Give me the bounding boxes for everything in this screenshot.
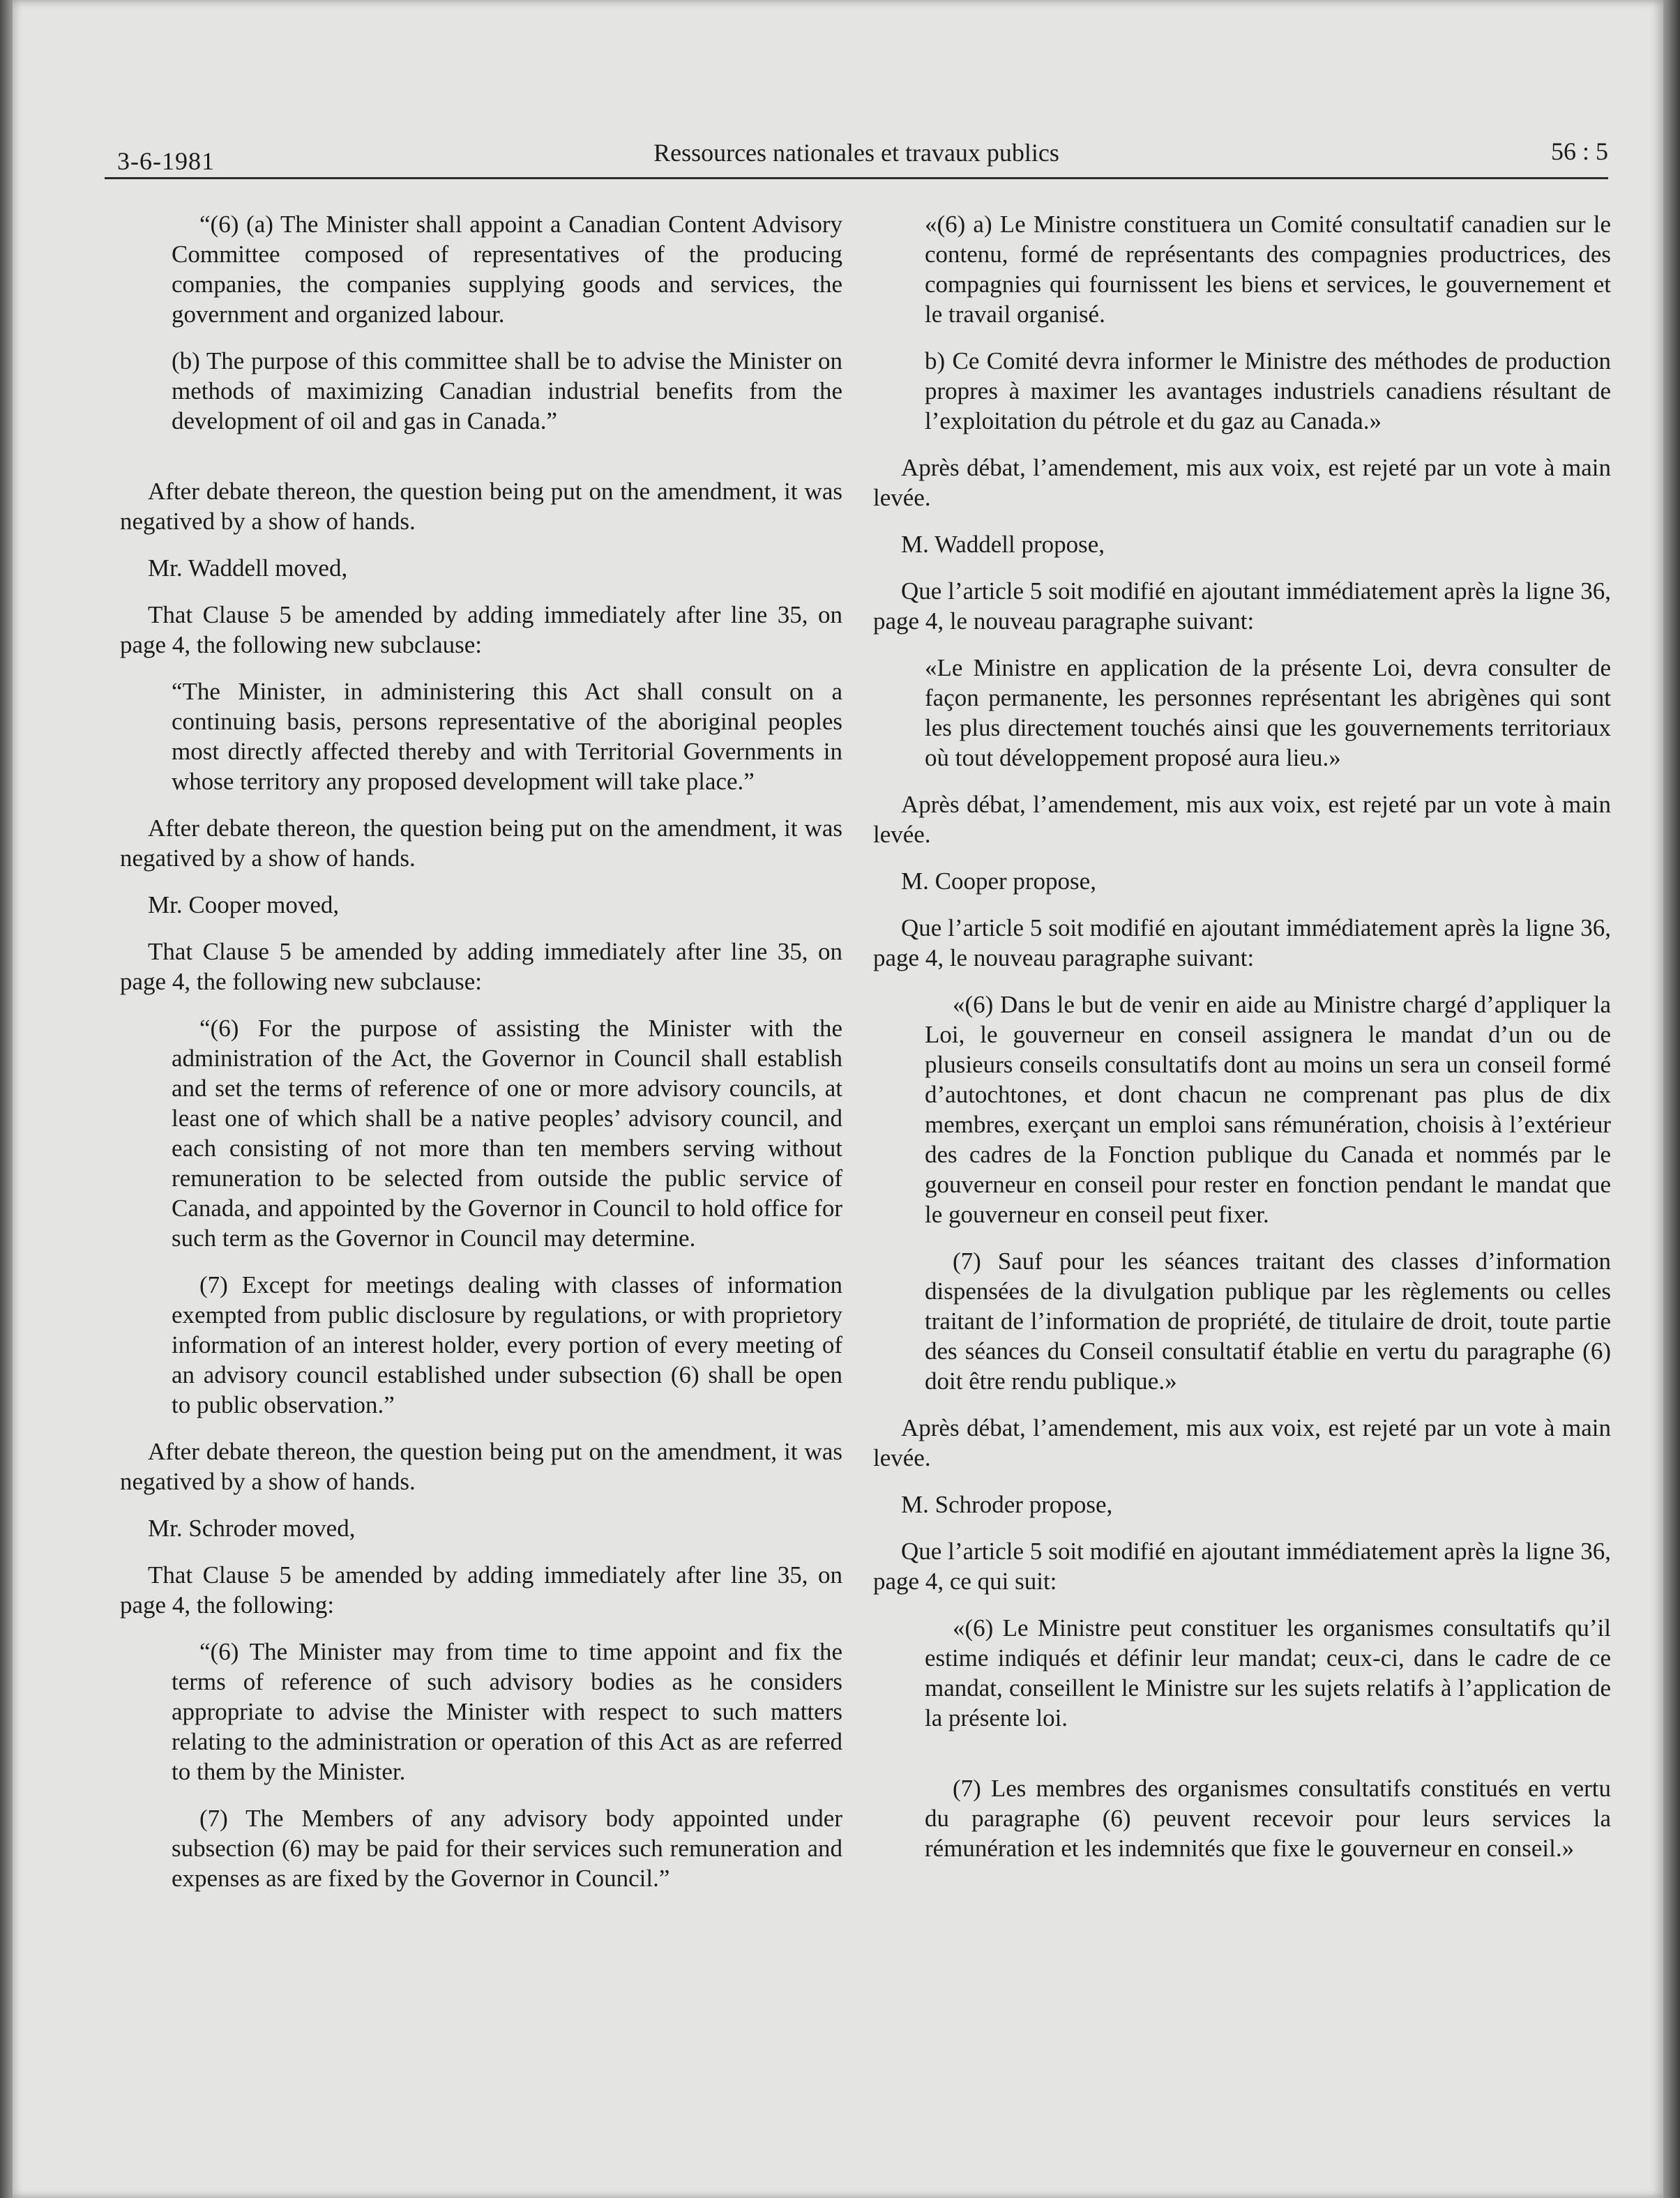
en-quoted-subclause: “The Minister, in administering this Act shall consult on a continuing basis, persons representative of the aboriginal peoples most directly affected thereby and with Territorial Governments in whose territory any proposed development will take place.”	[172, 678, 842, 795]
en-subclause-6b: (b) The purpose of this committee shall be to advise the Minister on methods of maximizing Canadian industrial benefits from the development of oil and gas in Canada.”	[172, 347, 842, 434]
fr-quoted-subclause: «Le Ministre en application de la présente Loi, devra consulter de façon permanente, les personnes représentant les abrigènes qui sont les plus directement touchés ainsi que les gouvernements territoriaux où tout développement proposé aura lieu.»	[925, 654, 1611, 771]
page-right-edge	[1663, 0, 1680, 2198]
fr-result-paragraph: Après débat, l’amendement, mis aux voix, est rejeté par un vote à main levée.	[873, 454, 1611, 511]
en-subclause-6a: “(6) (a) The Minister shall appoint a Canadian Content Advisory Committee composed of representatives of the producing companies, the companies supplying goods and services, the government and organized labour.	[172, 211, 842, 328]
fr-mover-schroder: M. Schroder propose,	[901, 1491, 1113, 1518]
en-mover-waddell: Mr. Waddell moved,	[148, 554, 348, 582]
fr-quoted-subclause-7: (7) Les membres des organismes consultatifs constitués en vertu du paragraphe (6) peuvent recevoir pour leurs services la rémunération et les indemnités que fixe le gouverneur en conseil.»	[925, 1775, 1611, 1862]
fr-quoted-subclause-6: «(6) Dans le but de venir en aide au Ministre chargé d’appliquer la Loi, le gouverneur en conseil assignera le mandat d’un ou de plusieurs conseils consultatifs dont au moins un sera un conseil formé d’autochtones, et dont chacun ne comprenant pas plus de dix membres, exerçant un emploi sans rémunération, choisis à l’extérieur des cadres de la Fonction publique du Canada et nommés par le gouverneur en conseil pour rester en fonction pendant le mandat que le gouverneur en conseil peut fixer.	[925, 991, 1611, 1228]
fr-mover-cooper: M. Cooper propose,	[901, 867, 1096, 895]
en-mover-cooper: Mr. Cooper moved,	[148, 891, 340, 918]
en-result-paragraph: After debate thereon, the question being put on the amendment, it was negatived by a show of hands.	[120, 478, 842, 535]
header-date: 3-6-1981	[117, 147, 215, 175]
fr-subclause-6b: b) Ce Comité devra informer le Ministre des méthodes de production propres à maximer les avantages industriels canadiens résultant de l’exploitation du pétrole et du gaz au Canada.»	[925, 347, 1611, 434]
en-quoted-subclause-7: (7) Except for meetings dealing with classes of information exempted from public disclosure by regulations, or with proprietory information of an interest holder, every portion of every meeting of an advisory council established under subsection (6) shall be open to public observation.”	[172, 1271, 842, 1418]
english-column	[120, 209, 842, 1910]
en-quoted-subclause-6: “(6) The Minister may from time to time appoint and fix the terms of reference of such advisory bodies as he considers appropriate to advise the Minister with respect to such matters relating to the administration or operation of this Act as are referred to them by the Minister.	[172, 1638, 842, 1785]
header-title: Ressources nationales et travaux publics	[653, 139, 1059, 167]
page-left-edge	[0, 0, 13, 2198]
en-quoted-subclause-6: “(6) For the purpose of assisting the Minister with the administration of the Act, the Governor in Council shall establish and set the terms of reference of one or more advisory councils, at least one of which shall be a native peoples’ advisory council, and each consisting of not more than ten members serving without remuneration to be selected from outside the public service of Canada, and appointed by the Governor in Council to hold office for such term as the Governor in Council may determine.	[172, 1015, 842, 1252]
running-header	[105, 137, 1608, 179]
fr-motion-paragraph: Que l’article 5 soit modifié en ajoutant immédiatement après la ligne 36, page 4, ce qui suit:	[873, 1538, 1611, 1595]
en-motion-paragraph: That Clause 5 be amended by adding immediately after line 35, on page 4, the following new subclause:	[120, 601, 842, 658]
en-result-paragraph: After debate thereon, the question being put on the amendment, it was negatived by a show of hands.	[120, 814, 842, 872]
en-motion-paragraph: That Clause 5 be amended by adding immediately after line 35, on page 4, the following:	[120, 1561, 842, 1619]
page-number: 56 : 5	[1550, 137, 1608, 165]
en-mover-schroder: Mr. Schroder moved,	[148, 1515, 356, 1542]
fr-quoted-subclause-7: (7) Sauf pour les séances traitant des classes d’information dispensées de la divulgation publique par les règlements ou celles traitant de l’information de propriété, de titulaire de droit, toute partie des séances du Conseil consultatif établie en vertu du paragraphe (6) doit être rendu publique.»	[925, 1248, 1611, 1395]
fr-result-paragraph: Après débat, l’amendement, mis aux voix, est rejeté par un vote à main levée.	[873, 1414, 1611, 1471]
en-motion-paragraph: That Clause 5 be amended by adding immediately after line 35, on page 4, the following new subclause:	[120, 938, 842, 995]
french-column	[873, 209, 1611, 1880]
fr-quoted-subclause-6: «(6) Le Ministre peut constituer les organismes consultatifs qu’il estime indiqués et définir leur mandat; ceux-ci, dans le cadre de ce mandat, conseillent le Ministre sur les sujets relatifs à l’application de la présente loi.	[925, 1614, 1611, 1731]
fr-subclause-6a: «(6) a) Le Ministre constituera un Comité consultatif canadien sur le contenu, formé de représentants des compagnies productrices, des compagnies qui fournissent les biens et services, le gouvernement et le travail organisé.	[925, 211, 1611, 328]
fr-motion-paragraph: Que l’article 5 soit modifié en ajoutant immédiatement après la ligne 36, page 4, le nouveau paragraphe suivant:	[873, 914, 1611, 971]
fr-result-paragraph: Après débat, l’amendement, mis aux voix, est rejeté par un vote à main levée.	[873, 791, 1611, 848]
en-quoted-subclause-7: (7) The Members of any advisory body appointed under subsection (6) may be paid for their services such remuneration and expenses as are fixed by the Governor in Council.”	[172, 1805, 842, 1892]
en-result-paragraph: After debate thereon, the question being put on the amendment, it was negatived by a show of hands.	[120, 1438, 842, 1495]
fr-motion-paragraph: Que l’article 5 soit modifié en ajoutant immédiatement après la ligne 36, page 4, le nouveau paragraphe suivant:	[873, 577, 1611, 635]
fr-mover-waddell: M. Waddell propose,	[901, 531, 1105, 558]
